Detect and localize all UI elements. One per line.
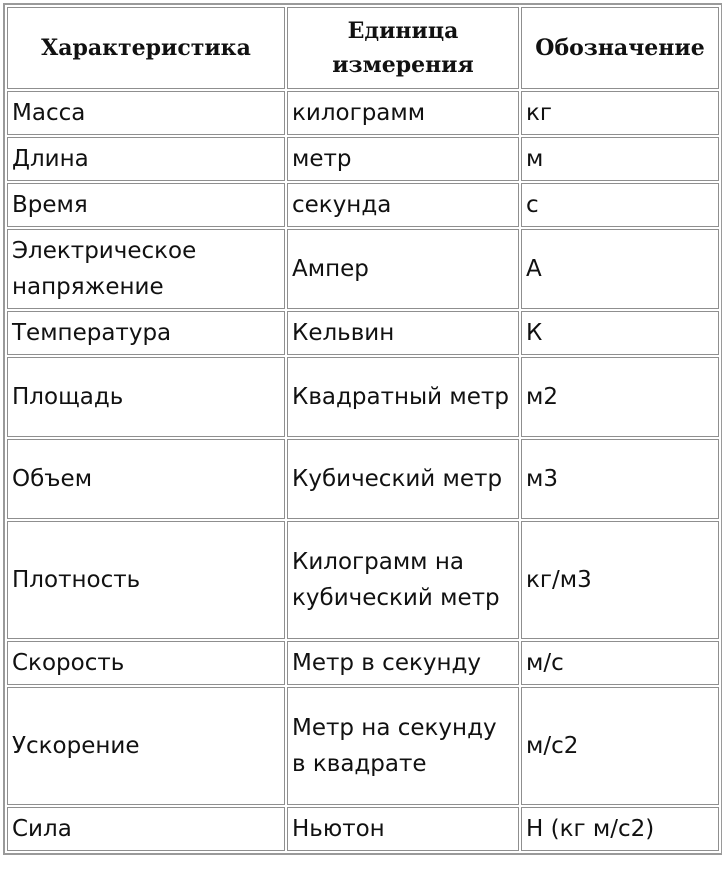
cell-characteristic: Сила	[7, 807, 285, 851]
cell-characteristic: Площадь	[7, 357, 285, 437]
cell-unit: Кубический метр	[287, 439, 519, 519]
cell-characteristic: Масса	[7, 91, 285, 135]
cell-unit: Ампер	[287, 229, 519, 309]
cell-symbol: с	[521, 183, 719, 227]
cell-symbol: м	[521, 137, 719, 181]
cell-unit: метр	[287, 137, 519, 181]
table-row	[7, 137, 719, 181]
cell-unit: секунда	[287, 183, 519, 227]
cell-symbol: м/с	[521, 641, 719, 685]
header-symbol: Обозначение	[521, 7, 719, 89]
table-row	[7, 439, 719, 519]
cell-symbol: м3	[521, 439, 719, 519]
cell-characteristic: Объем	[7, 439, 285, 519]
cell-unit: Ньютон	[287, 807, 519, 851]
cell-symbol: м/с2	[521, 687, 719, 805]
table-row	[7, 91, 719, 135]
table-row	[7, 229, 719, 309]
cell-symbol: кг	[521, 91, 719, 135]
cell-symbol: Н (кг м/с2)	[521, 807, 719, 851]
cell-characteristic: Плотность	[7, 521, 285, 639]
cell-unit: Метр в секунду	[287, 641, 519, 685]
cell-characteristic: Длина	[7, 137, 285, 181]
header-characteristic: Характеристика	[7, 7, 285, 89]
cell-unit: Килограмм на кубический метр	[287, 521, 519, 639]
cell-unit: Квадратный метр	[287, 357, 519, 437]
table-row	[7, 521, 719, 639]
cell-symbol: А	[521, 229, 719, 309]
cell-characteristic: Ускорение	[7, 687, 285, 805]
table-header	[7, 7, 719, 89]
cell-symbol: кг/м3	[521, 521, 719, 639]
header-unit: Единица измерения	[287, 7, 519, 89]
cell-characteristic: Температура	[7, 311, 285, 355]
cell-characteristic: Скорость	[7, 641, 285, 685]
table-row	[7, 183, 719, 227]
table-body	[7, 91, 719, 851]
table-row	[7, 687, 719, 805]
cell-unit: килограмм	[287, 91, 519, 135]
cell-symbol: м2	[521, 357, 719, 437]
table-row	[7, 807, 719, 851]
units-table	[3, 3, 722, 855]
table-row	[7, 311, 719, 355]
cell-characteristic: Время	[7, 183, 285, 227]
cell-unit: Метр на секунду в квадрате	[287, 687, 519, 805]
table-row	[7, 357, 719, 437]
cell-unit: Кельвин	[287, 311, 519, 355]
cell-characteristic: Электрическое напряжение	[7, 229, 285, 309]
header-row	[7, 7, 719, 89]
table-row	[7, 641, 719, 685]
cell-symbol: К	[521, 311, 719, 355]
